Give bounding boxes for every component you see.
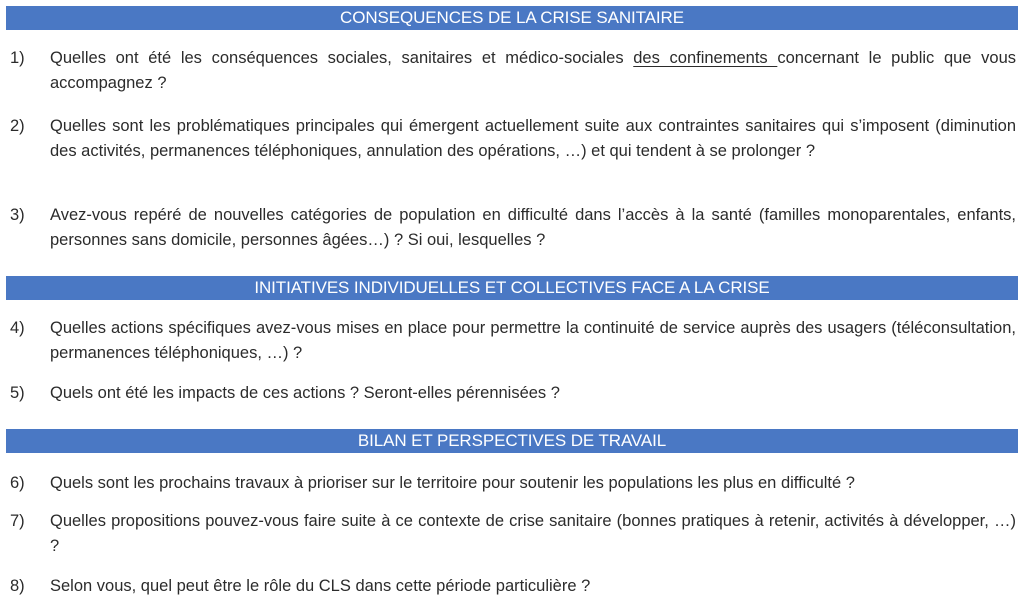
question-number: 2) — [10, 117, 25, 135]
question-text: Quels sont les prochains travaux à prioriser sur le territoire pour soutenir les populations les plus en difficulté ? — [50, 474, 855, 492]
section-header-consequences: CONSEQUENCES DE LA CRISE SANITAIRE — [6, 6, 1018, 30]
question-number: 6) — [10, 474, 25, 492]
question-number: 8) — [10, 577, 25, 595]
question-text: Selon vous, quel peut être le rôle du CLS dans cette période particulière ? — [50, 577, 591, 595]
question-number: 3) — [10, 206, 25, 224]
question-number: 5) — [10, 384, 25, 402]
question-number: 4) — [10, 319, 25, 337]
question-text: Avez-vous repéré de nouvelles catégories de population en difficulté dans l’accès à la santé (familles monoparentales, enfants, personnes sans domicile, personnes âgées…) ? Si oui, lesquelles ? — [50, 206, 1016, 249]
question-number: 7) — [10, 512, 25, 530]
section-header-initiatives: INITIATIVES INDIVIDUELLES ET COLLECTIVES FACE A LA CRISE — [6, 276, 1018, 300]
question-text: Quelles propositions pouvez-vous faire suite à ce contexte de crise sanitaire (bonnes pratiques à retenir, activités à développer, …) ? — [50, 512, 1016, 555]
question-text: Quelles sont les problématiques principales qui émergent actuellement suite aux contraintes sanitaires qui s’imposent (diminution des activités, permanences téléphoniques, annulation des opérations, …) et qui tendent à se prolonger ? — [50, 117, 1016, 160]
question-text: Quels ont été les impacts de ces actions ? Seront-elles pérennisées ? — [50, 384, 560, 402]
question-text: Quelles ont été les conséquences sociales, sanitaires et médico-sociales des confinements concernant le public que vous accompagnez ? — [50, 49, 1017, 92]
section-header-bilan: BILAN ET PERSPECTIVES DE TRAVAIL — [6, 429, 1018, 453]
question-text: Quelles actions spécifiques avez-vous mises en place pour permettre la continuité de service auprès des usagers (téléconsultation, permanences téléphoniques, …) ? — [50, 319, 1016, 362]
underlined-phrase: des confinements — [633, 49, 778, 67]
question-number: 1) — [10, 49, 25, 67]
